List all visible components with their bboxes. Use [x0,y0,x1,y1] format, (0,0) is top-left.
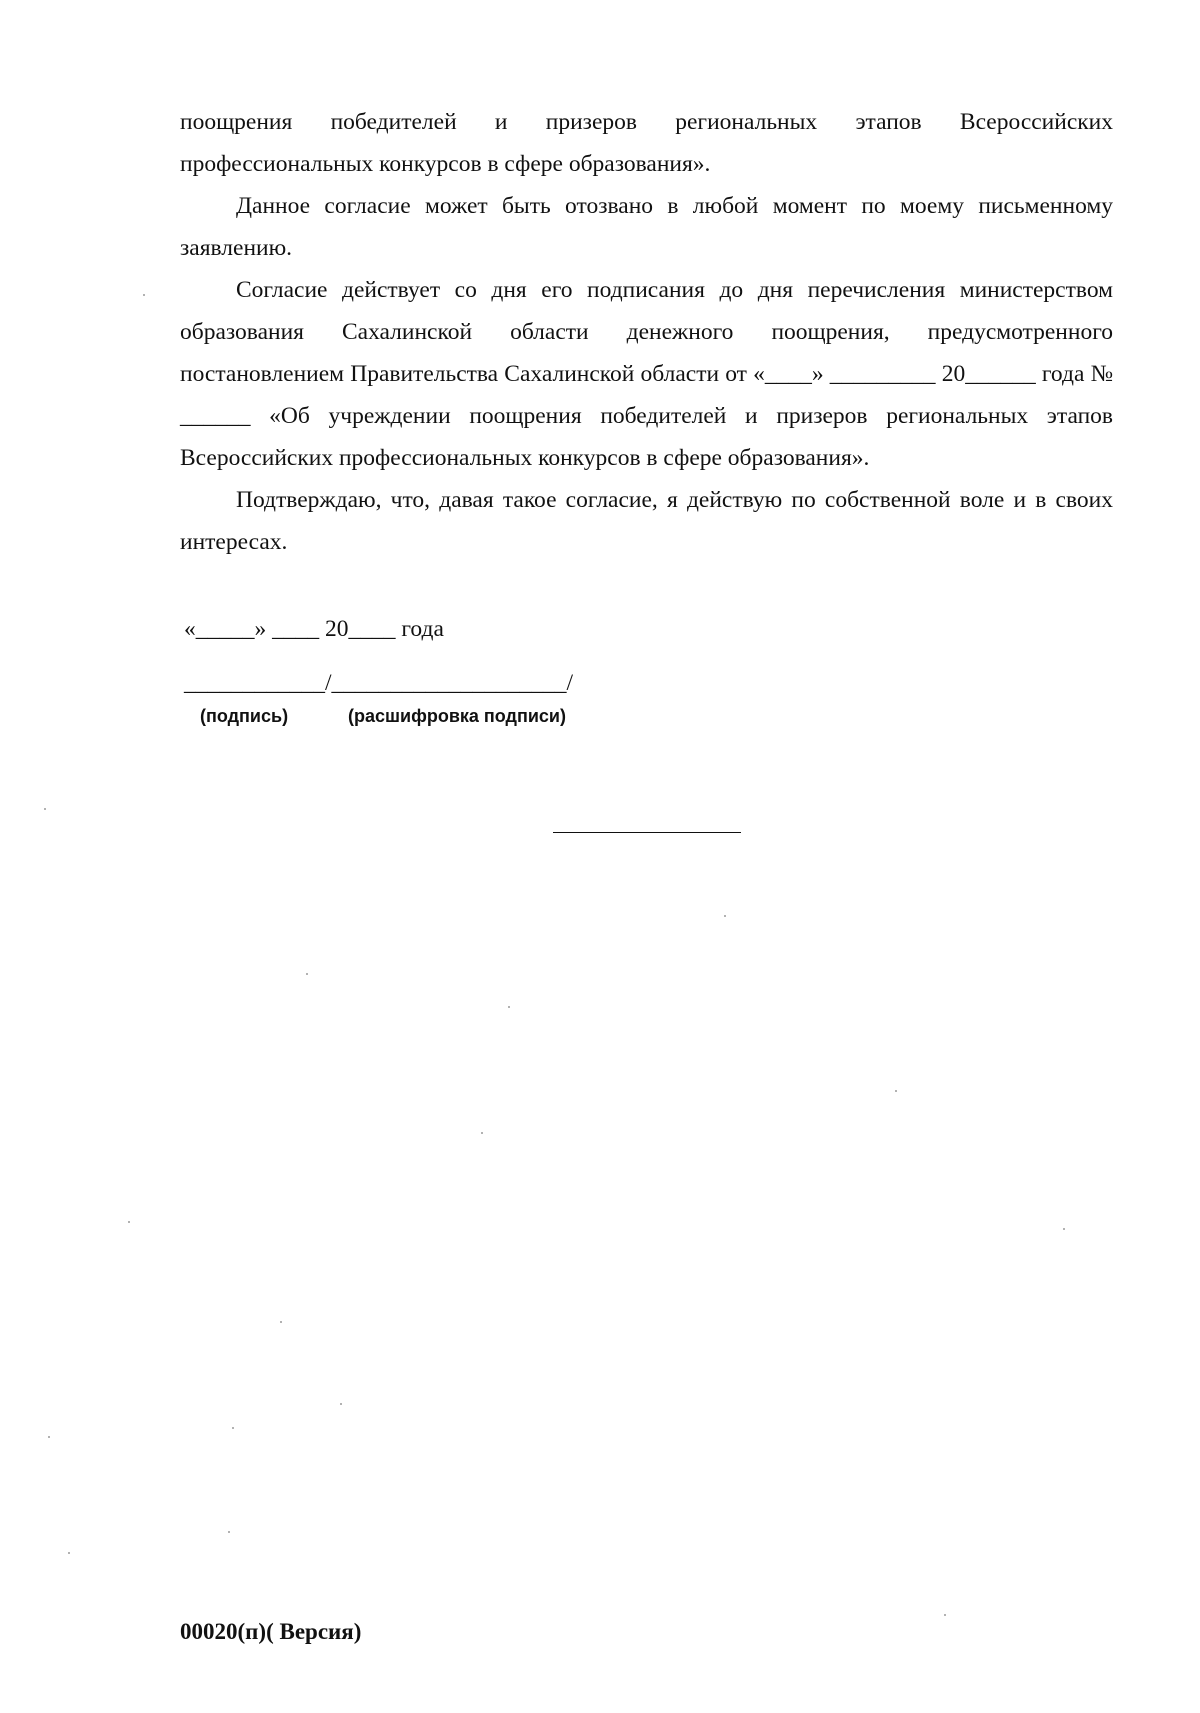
scan-speck [481,1132,483,1134]
signature-line: ____________/____________________/ [184,670,574,696]
paragraph-validity: Согласие действует со дня его подписания до дня перечисления министерством образования Сахалинской области денежного поощрения, предусмотренного постановлением Правительства Сахалинской области от «____» _________ 20______ года № ______ «Об учреждении поощрения победителей и призеров региональных этапов Всероссийских профессиональных конкурсов в сфере образования». [180,277,1113,471]
scan-speck [306,973,308,975]
scan-speck [68,1552,70,1554]
scan-speck [44,808,46,810]
scan-speck [895,1090,897,1092]
scan-speck [128,1221,130,1223]
date-line: «_____» ____ 20____ года [184,616,444,642]
scan-speck [508,1006,510,1008]
paragraph-revocation: Данное согласие может быть отозвано в любой момент по моему письменному заявлению. [180,193,1113,261]
scan-speck [48,1436,50,1438]
scan-speck [340,1403,342,1405]
scan-speck [944,1614,946,1616]
scan-speck [228,1531,230,1533]
scan-speck [143,294,145,296]
signature-caption: (подпись) [200,706,289,726]
paragraph-confirmation: Подтверждаю, что, давая такое согласие, я действую по собственной воле и в своих интересах. [180,487,1113,555]
paragraph-continuation: поощрения победителей и призеров региональных этапов Всероссийских профессиональных конкурсов в сфере образования». [180,109,1113,177]
scan-speck [1063,1228,1065,1230]
end-of-document-rule [553,832,741,833]
signature-decoding-caption: (расшифровка подписи) [348,706,566,726]
document-version-code: 00020(п)( Версия) [180,1619,362,1644]
scan-speck [232,1427,234,1429]
scan-speck [724,915,726,917]
scan-speck [280,1321,282,1323]
